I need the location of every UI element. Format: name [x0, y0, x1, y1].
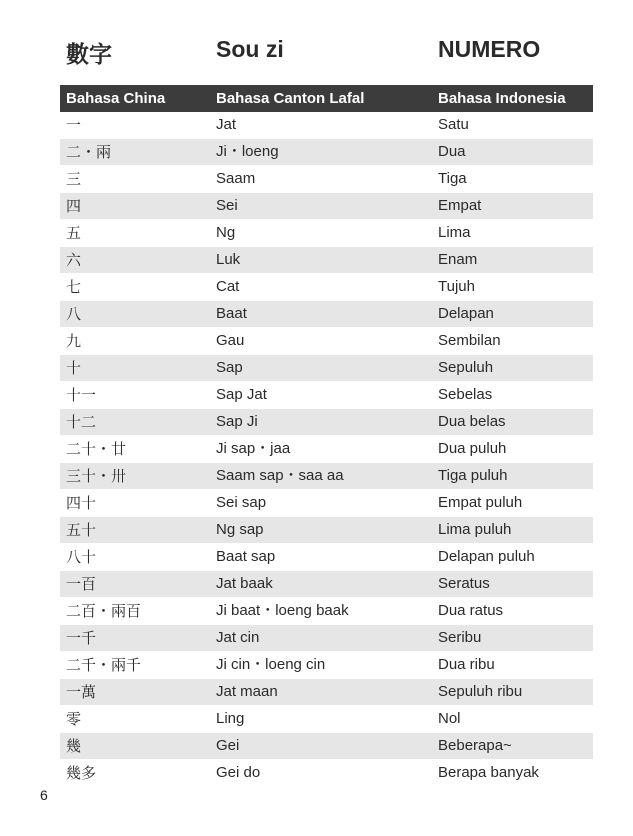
- header-cantonese: Bahasa Canton Lafal: [216, 90, 365, 107]
- cell-indonesian: Tujuh: [438, 278, 475, 295]
- cell-chinese: 二千・兩千: [66, 656, 142, 674]
- cell-chinese: 九: [66, 332, 82, 350]
- cell-indonesian: Dua belas: [438, 413, 506, 430]
- cell-indonesian: Seratus: [438, 575, 490, 592]
- cell-cantonese: Sap: [216, 359, 243, 376]
- cell-cantonese: Ji baat・loeng baak: [216, 602, 349, 619]
- table-row: [60, 328, 593, 355]
- table-row: [60, 571, 593, 598]
- cell-cantonese: Ng: [216, 224, 236, 241]
- cell-cantonese: Jat maan: [216, 683, 278, 700]
- cell-chinese: 一萬: [66, 683, 97, 701]
- cell-indonesian: Berapa banyak: [438, 764, 539, 781]
- cell-chinese: 二十・廿: [66, 440, 127, 458]
- cell-indonesian: Sepuluh: [438, 359, 494, 376]
- cell-chinese: 幾: [66, 737, 82, 755]
- cell-chinese: 四十: [66, 494, 97, 512]
- cell-indonesian: Delapan puluh: [438, 548, 535, 565]
- cell-indonesian: Lima puluh: [438, 521, 512, 538]
- title-chinese: 數字: [66, 41, 112, 67]
- cell-cantonese: Jat cin: [216, 629, 260, 646]
- cell-cantonese: Cat: [216, 278, 240, 295]
- cell-indonesian: Sebelas: [438, 386, 493, 403]
- table-row: [60, 679, 593, 706]
- cell-indonesian: Sepuluh ribu: [438, 683, 523, 700]
- table-row: [60, 166, 593, 193]
- cell-indonesian: Sembilan: [438, 332, 501, 349]
- cell-indonesian: Empat puluh: [438, 494, 523, 511]
- cell-indonesian: Empat: [438, 197, 482, 214]
- cell-chinese: 三: [66, 170, 82, 188]
- table-row: [60, 301, 593, 328]
- cell-chinese: 一百: [66, 575, 97, 593]
- table-row: [60, 463, 593, 490]
- table-row: [60, 517, 593, 544]
- cell-indonesian: Satu: [438, 116, 469, 133]
- cell-indonesian: Delapan: [438, 305, 494, 322]
- cell-chinese: 三十・卅: [66, 467, 127, 485]
- cell-indonesian: Tiga puluh: [438, 467, 508, 484]
- cell-cantonese: Ling: [216, 710, 245, 727]
- cell-chinese: 二百・兩百: [66, 602, 142, 620]
- page-number: 6: [40, 787, 48, 803]
- table-row: [60, 274, 593, 301]
- cell-indonesian: Beberapa~: [438, 737, 512, 754]
- cell-chinese: 八十: [66, 548, 97, 566]
- table-row: [60, 112, 593, 139]
- table-row: [60, 436, 593, 463]
- table-row: [60, 139, 593, 166]
- cell-cantonese: Sap Jat: [216, 386, 267, 403]
- cell-cantonese: Ji cin・loeng cin: [216, 656, 326, 673]
- cell-cantonese: Sei: [216, 197, 238, 214]
- cell-cantonese: Saam: [216, 170, 256, 187]
- title-cantonese: Sou zi: [216, 36, 284, 62]
- cell-chinese: 五十: [66, 521, 97, 539]
- table-row: [60, 220, 593, 247]
- cell-indonesian: Nol: [438, 710, 461, 727]
- table-row: [60, 382, 593, 409]
- table-header: [60, 85, 593, 112]
- cell-cantonese: Gau: [216, 332, 245, 349]
- cell-cantonese: Jat: [216, 116, 237, 133]
- cell-cantonese: Jat baak: [216, 575, 273, 592]
- table-row: [60, 652, 593, 679]
- cell-chinese: 十一: [66, 386, 97, 404]
- table-row: [60, 355, 593, 382]
- table-row: [60, 193, 593, 220]
- cell-chinese: 十二: [66, 413, 97, 431]
- cell-cantonese: Sei sap: [216, 494, 267, 511]
- cell-chinese: 二・兩: [66, 143, 112, 161]
- cell-chinese: 十: [66, 359, 82, 377]
- table-row: [60, 625, 593, 652]
- cell-indonesian: Tiga: [438, 170, 467, 187]
- cell-chinese: 一: [66, 116, 82, 134]
- cell-indonesian: Dua ratus: [438, 602, 504, 619]
- table-row: [60, 544, 593, 571]
- cell-cantonese: Gei do: [216, 764, 261, 781]
- cell-indonesian: Dua: [438, 143, 466, 160]
- cell-chinese: 六: [66, 251, 82, 269]
- cell-cantonese: Baat: [216, 305, 247, 322]
- numbers-table: [60, 85, 593, 787]
- cell-chinese: 七: [66, 278, 82, 296]
- cell-cantonese: Ng sap: [216, 521, 264, 538]
- table-row: [60, 760, 593, 787]
- table-row: [60, 733, 593, 760]
- cell-cantonese: Ji sap・jaa: [216, 440, 291, 457]
- cell-cantonese: Baat sap: [216, 548, 276, 565]
- cell-cantonese: Saam sap・saa aa: [216, 467, 344, 484]
- table-row: [60, 490, 593, 517]
- cell-indonesian: Dua puluh: [438, 440, 507, 457]
- title-row: [0, 36, 633, 72]
- table-body: [60, 112, 593, 787]
- cell-indonesian: Seribu: [438, 629, 482, 646]
- title-indonesian: NUMERO: [438, 36, 541, 62]
- cell-cantonese: Gei: [216, 737, 240, 754]
- table-row: [60, 598, 593, 625]
- table-row: [60, 706, 593, 733]
- cell-cantonese: Sap Ji: [216, 413, 258, 430]
- cell-chinese: 零: [66, 710, 82, 728]
- cell-indonesian: Dua ribu: [438, 656, 495, 673]
- cell-chinese: 一千: [66, 629, 97, 647]
- cell-chinese: 幾多: [66, 764, 97, 782]
- cell-indonesian: Enam: [438, 251, 478, 268]
- cell-chinese: 八: [66, 305, 82, 323]
- header-chinese: Bahasa China: [66, 90, 166, 107]
- header-indonesian: Bahasa Indonesia: [438, 90, 566, 107]
- table-row: [60, 247, 593, 274]
- cell-chinese: 四: [66, 197, 82, 215]
- cell-chinese: 五: [66, 224, 82, 242]
- cell-cantonese: Luk: [216, 251, 241, 268]
- table-row: [60, 409, 593, 436]
- cell-cantonese: Ji・loeng: [216, 143, 279, 160]
- cell-indonesian: Lima: [438, 224, 471, 241]
